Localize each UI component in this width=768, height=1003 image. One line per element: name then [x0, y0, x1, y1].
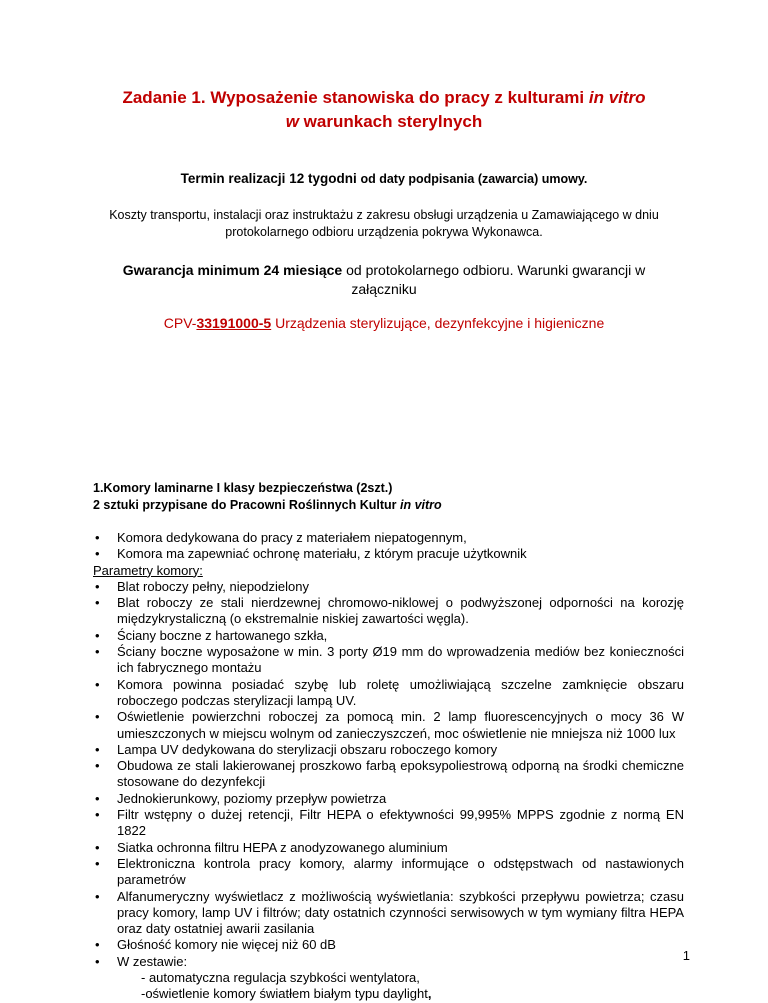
title-emphasis-w: w	[285, 112, 299, 131]
cpv-code: 33191000-5	[196, 315, 272, 331]
list-item: • Ściany boczne z hartowanego szkła,	[93, 628, 684, 644]
title-emphasis: in vitro	[588, 88, 646, 107]
list-item: • Filtr wstępny o dużej retencji, Filtr HEPA o efektywności 99,995% MPPS zgodnie z normą EN 1822	[93, 807, 684, 840]
list-item: • Blat roboczy ze stali nierdzewnej chromowo-niklowej o podwyższonej odporności na korozję międzykrystaliczną (o ekstremalnie niskiej zawartości węgla).	[93, 595, 684, 628]
list-item: • Ściany boczne wyposażone w min. 3 porty Ø19 mm do wprowadzenia mediów bez konieczności ich fabrycznego montażu	[93, 644, 684, 677]
list-item: • Komora powinna posiadać szybę lub roletę umożliwiającą szczelne zamknięcie obszaru roboczego podczas sterylizacji lampą UV.	[93, 677, 684, 710]
params-label: Parametry komory:	[93, 562, 203, 578]
list-item: • Alfanumeryczny wyświetlacz z możliwością wyświetlania: szybkości przepływu powietrza; czasu pracy komory, lamp UV i filtrów; daty ostatnich czynności serwisowych w tym wymiany filtra HEPA oraz daty ostatniej awarii zasilania	[93, 889, 684, 938]
section-subheading: 2 sztuki przypisane do Pracowni Roślinnych Kultur in vitro	[93, 498, 442, 512]
list-item: • Komora dedykowana do pracy z materiałem niepatogennym,	[93, 530, 684, 546]
costs-paragraph: Koszty transportu, instalacji oraz instruktażu z zakresu obsługi urządzenia u Zamawiającego w dniu protokolarnego odbioru urządzenia pokrywa Wykonawca.	[109, 208, 659, 239]
sub-item: - automatyczna regulacja szybkości wentylatora,	[141, 970, 420, 986]
list-item: • W zestawie:	[93, 954, 684, 970]
warranty-paragraph: Gwarancja minimum 24 miesiące od protokolarnego odbioru. Warunki gwarancji w załączniku	[122, 262, 646, 297]
cpv-line: CPV-33191000-5 Urządzenia sterylizujące, dezynfekcyjne i higieniczne	[163, 315, 605, 331]
list-item: • Obudowa ze stali lakierowanej proszkowo farbą epoksypoliestrową odporną na środki chemiczne stosowane do dezynfekcji	[93, 758, 684, 791]
page-number: 1	[682, 948, 690, 963]
list-item: • Jednokierunkowy, poziomy przepływ powietrza	[93, 791, 684, 807]
term-paragraph: Termin realizacji 12 tygodni od daty podpisania (zawarcia) umowy.	[180, 171, 588, 186]
list-item: • Głośność komory nie więcej niż 60 dB	[93, 937, 684, 953]
sub-item: -oświetlenie komory światłem białym typu daylight,	[141, 986, 432, 1002]
list-item: • Lampa UV dedykowana do sterylizacji obszaru roboczego komory	[93, 742, 684, 758]
section-heading: 1.Komory laminarne I klasy bezpieczeństwa (2szt.)	[93, 481, 393, 495]
list-item: • Siatka ochronna filtru HEPA z anodyzowanego aluminium	[93, 840, 684, 856]
list-item: • Blat roboczy pełny, niepodzielony	[93, 579, 684, 595]
list-item: • Elektroniczna kontrola pracy komory, alarmy informujące o odstępstwach od nastawionych parametrów	[93, 856, 684, 889]
document-title-line1: Zadanie 1. Wyposażenie stanowiska do pracy z kulturami in vitro	[122, 88, 646, 107]
requirements-list	[93, 530, 684, 1003]
list-item: • Komora ma zapewniać ochronę materiału, z którym pracuje użytkownik	[93, 546, 684, 562]
list-item: • Oświetlenie powierzchni roboczej za pomocą min. 2 lamp fluorescencyjnych o mocy 36 W umieszczonych w miejscu wolnym od zanieczyszczeń, moc oświetlenie nie mniejsza niż 1000 lux	[93, 709, 684, 742]
document-title-line2: w warunkach sterylnych	[285, 112, 483, 131]
